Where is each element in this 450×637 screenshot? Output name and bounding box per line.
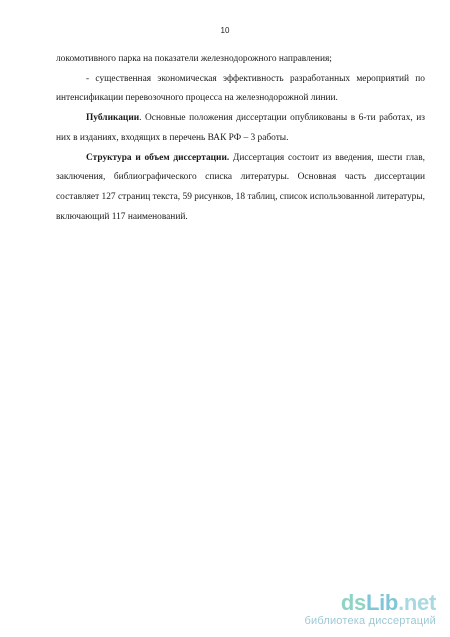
dslib-watermark [304,592,436,627]
document-body [56,50,425,227]
publications-text: . Основные положения диссертации опубликованы в 6-ти работах, из них в изданиях, входящих в перечень ВАК РФ – 3 работы. [56,113,425,143]
paragraph-efficiency: - существенная экономическая эффективность разработанных мероприятий по интенсификации перевозочного процесса на железнодорожной линии. [56,73,425,104]
dslib-tagline: библиотека диссертаций [304,615,436,627]
paragraph-publications [56,109,425,148]
structure-heading: Структура и объем диссертации. [86,152,230,163]
publications-heading: Публикации [86,113,140,124]
paragraph-structure [56,149,425,228]
paragraph-continuation: локомотивного парка на показатели железнодорожного направления; [56,54,332,64]
structure-text: Диссертация состоит из введения, шести глав, заключения, библиографического списка литературы. Основная часть диссертации составляет 127 страниц текста, 59 рисунков, 18 таблиц, список использованной литературы, включающий 117 наименований. [56,152,425,222]
page-number: 10 [220,26,230,35]
dslib-logo: dsLib.net [340,590,436,615]
